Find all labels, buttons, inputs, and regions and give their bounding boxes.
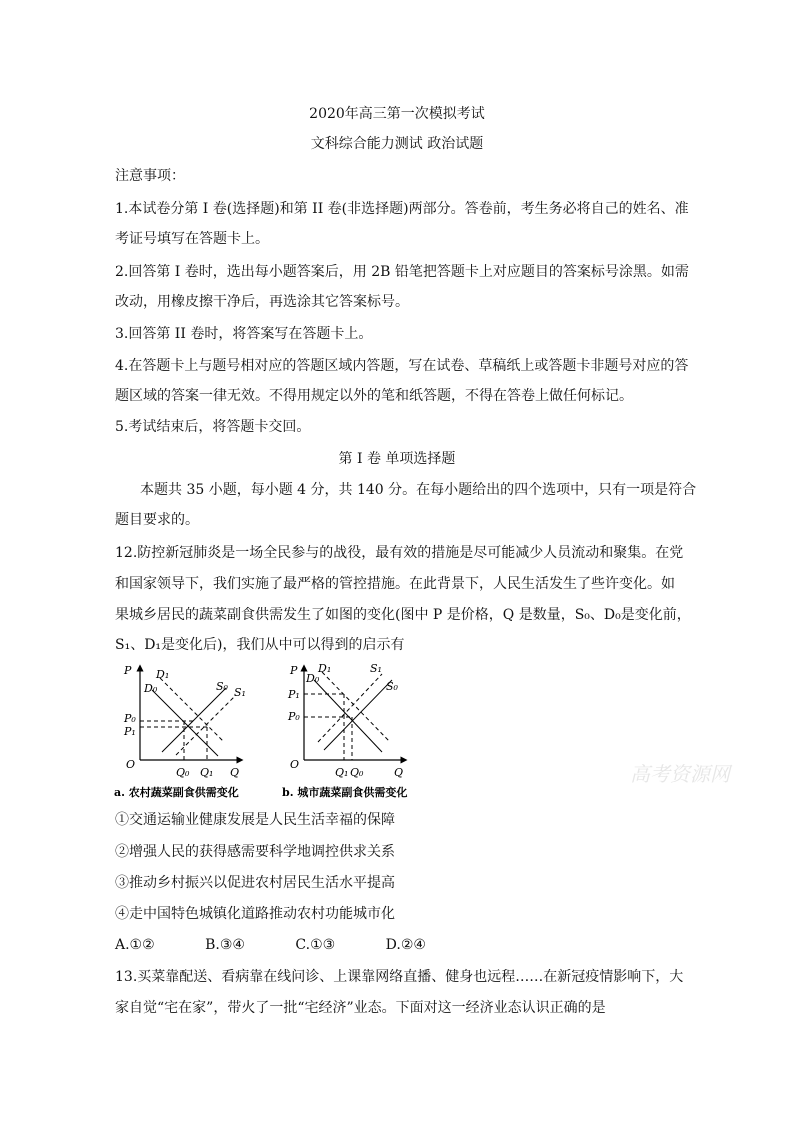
s1-curve xyxy=(318,674,382,742)
q13-line: 13.买菜靠配送、看病靠在线问诊、上课靠网络直播、健身也远程……在新冠疫情影响下，大 xyxy=(115,969,684,985)
figure-a-caption: a. 农村蔬菜副食供需变化 xyxy=(114,786,239,799)
s0-curve xyxy=(162,688,226,752)
s0-label: S₀ xyxy=(386,680,398,693)
d1-curve xyxy=(322,672,390,742)
notes-line: 考证号填写在答题卡上。 xyxy=(115,231,269,247)
option-b[interactable]: B.③④ xyxy=(205,937,245,953)
q12-line: 12.防控新冠肺炎是一场全民参与的战役，最有效的措施是尽可能减少人员流动和聚集。在党 xyxy=(115,545,684,561)
notes-line: 改动，用橡皮擦干净后，再选涂其它答案标号。 xyxy=(115,294,409,310)
s1-label: S₁ xyxy=(234,686,246,699)
p1-label: P₁ xyxy=(124,725,136,738)
statement-3: ③推动乡村振兴以促进农村居民生活水平提高 xyxy=(115,875,395,891)
q1-label: Q₁ xyxy=(200,766,214,779)
q1-label: Q₁ xyxy=(335,766,349,779)
page-subtitle: 文科综合能力测试 政治试题 xyxy=(310,136,484,152)
q0-label: Q₀ xyxy=(176,766,190,779)
q-axis-label: Q xyxy=(394,766,404,779)
notes-line: 2.回答第 I 卷时，选出每小题答案后，用 2B 铅笔把答题卡上对应题目的答案标号涂黑。如需 xyxy=(115,264,689,280)
s1-curve xyxy=(176,695,236,755)
q12-options xyxy=(115,935,472,955)
notes-line: 5.考试结束后，将答题卡交回。 xyxy=(115,419,311,435)
d0-curve xyxy=(314,680,382,752)
option-d[interactable]: D.②④ xyxy=(385,937,426,953)
d1-label: D₁ xyxy=(318,662,332,675)
statement-1: ①交通运输业健康发展是人民生活幸福的保障 xyxy=(115,812,395,828)
section-title: 第 I 卷 单项选择题 xyxy=(338,451,456,467)
p0-label: P₀ xyxy=(288,710,300,723)
origin-label: O xyxy=(290,758,300,771)
figure-b-urban-supply-demand xyxy=(280,660,430,800)
d1-curve xyxy=(160,678,224,742)
s1-label: S₁ xyxy=(370,662,382,675)
notes-line: 4.在答题卡上与题号相对应的答题区域内答题，写在试卷、草稿纸上或答题卡非题号对应的答 xyxy=(115,358,689,374)
statement-2: ②增强人民的获得感需要科学地调控供求关系 xyxy=(115,844,395,860)
q0-label: Q₀ xyxy=(350,766,364,779)
s0-label: S₀ xyxy=(216,680,228,693)
p1-label: P₁ xyxy=(288,688,300,701)
p-axis-label: P xyxy=(124,664,132,677)
s0-curve xyxy=(324,680,392,750)
d1-label: D₁ xyxy=(156,668,170,681)
p0-label: P₀ xyxy=(124,712,136,725)
section-intro: 题目要求的。 xyxy=(115,512,199,528)
d0-label: D₀ xyxy=(306,672,320,685)
notes-line: 题区域的答案一律无效。不得用规定以外的笔和纸答题，不得在答卷上做任何标记。 xyxy=(115,388,633,404)
watermark: 高考资源网 xyxy=(630,762,730,786)
notes-line: 3.回答第 II 卷时，将答案写在答题卡上。 xyxy=(115,326,373,342)
option-a[interactable]: A.①② xyxy=(115,937,155,953)
q13-line: 家自觉“宅在家”，带火了一批“宅经济”业态。下面对这一经济业态认识正确的是 xyxy=(115,1000,606,1016)
p-axis-label: P xyxy=(290,664,298,677)
notes-heading: 注意事项： xyxy=(115,168,185,184)
q-axis-label: Q xyxy=(230,766,240,779)
page-title: 2020年高三第一次模拟考试 xyxy=(309,106,485,122)
figure-b-caption: b. 城市蔬菜副食供需变化 xyxy=(282,786,408,799)
statement-4: ④走中国特色城镇化道路推动农村功能城市化 xyxy=(115,906,395,922)
option-c[interactable]: C.①③ xyxy=(295,937,336,953)
notes-line: 1.本试卷分第 I 卷(选择题)和第 II 卷(非选择题)两部分。答卷前，考生务必将自己的姓名、准 xyxy=(115,201,689,217)
q12-line: 果城乡居民的蔬菜副食供需发生了如图的变化(图中 P 是价格，Q 是数量，S₀、D₀是变化前， xyxy=(115,607,691,623)
d0-label: D₀ xyxy=(144,682,158,695)
origin-label: O xyxy=(126,758,136,771)
section-intro: 本题共 35 小题，每小题 4 分，共 140 分。在每小题给出的四个选项中，只有一项是符合 xyxy=(140,482,697,498)
q12-line: 和国家领导下，我们实施了最严格的管控措施。在此背景下，人民生活发生了些许变化。如 xyxy=(115,576,675,592)
q12-line: S₁、D₁是变化后)，我们从中可以得到的启示有 xyxy=(115,637,405,653)
figure-a-rural-supply-demand xyxy=(112,660,262,800)
